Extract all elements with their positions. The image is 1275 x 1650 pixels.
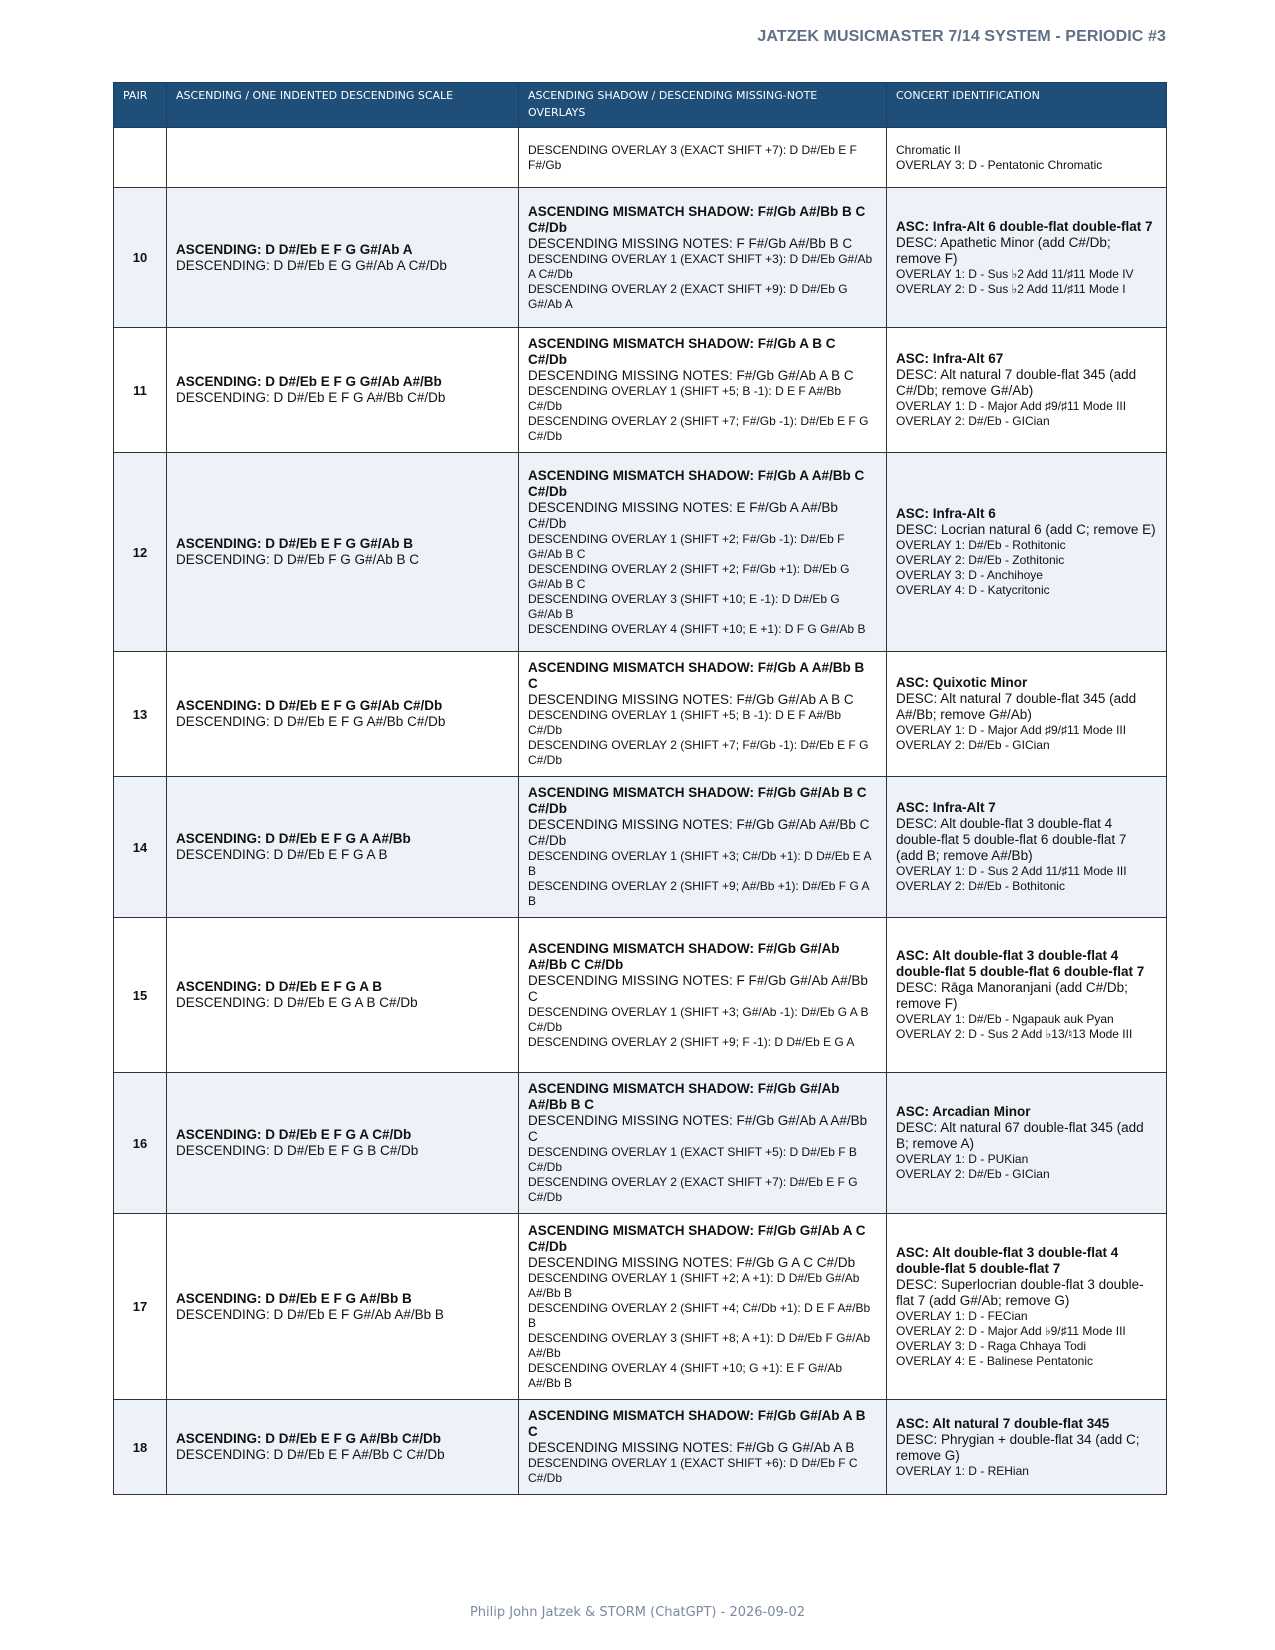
desc-identification: DESC: Alt double-flat 3 double-flat 4 double-flat 5 double-flat 6 double-flat 7 (add B; remove A#/Bb) — [896, 816, 1127, 863]
overlay-identification: OVERLAY 1: D - Sus ♭2 Add 11/♯11 Mode IV — [896, 266, 1134, 281]
descending-scale: DESCENDING: D D#/Eb E F G B C#/Db — [176, 1143, 419, 1158]
asc-identification: ASC: Alt double-flat 3 double-flat 4 double-flat 5 double-flat 6 double-flat 7 — [896, 948, 1145, 979]
desc-identification: DESC: Phrygian + double-flat 34 (add C; remove G) — [896, 1431, 1140, 1463]
descending-overlay: DESCENDING OVERLAY 1 (EXACT SHIFT +3): D D#/Eb G#/Ab A C#/Db — [528, 251, 873, 281]
descending-overlay: DESCENDING OVERLAY 2 (SHIFT +2; F#/Gb +1): D#/Eb G G#/Ab B C — [528, 561, 850, 591]
missing-notes: DESCENDING MISSING NOTES: F#/Gb G#/Ab A B C — [528, 692, 854, 707]
asc-identification: ASC: Infra-Alt 6 — [896, 506, 996, 521]
scale-cell — [167, 1400, 519, 1495]
table-row — [114, 1400, 1167, 1495]
ascending-scale: ASCENDING: D D#/Eb E F G A B — [176, 979, 383, 994]
column-header-overlays: ASCENDING SHADOW / DESCENDING MISSING-NOTE OVERLAYS — [519, 83, 887, 128]
mismatch-shadow: ASCENDING MISMATCH SHADOW: F#/Gb G#/Ab A#/Bb B C — [528, 1081, 840, 1112]
descending-overlay: DESCENDING OVERLAY 3 (EXACT SHIFT +7): D D#/Eb E F F#/Gb — [528, 142, 857, 172]
descending-overlay: DESCENDING OVERLAY 1 (SHIFT +3; C#/Db +1): D D#/Eb E A B — [528, 849, 871, 878]
pair-number: 10 — [114, 188, 167, 328]
mismatch-shadow: ASCENDING MISMATCH SHADOW: F#/Gb A A#/Bb B C — [528, 660, 865, 691]
overlay-identification: OVERLAY 2: D#/Eb - GICian — [896, 414, 1050, 428]
missing-notes: DESCENDING MISSING NOTES: F F#/Gb G#/Ab A#/Bb C — [528, 972, 868, 1004]
overlay-identification: OVERLAY 2: D - Major Add ♭9/♯11 Mode III — [896, 1323, 1126, 1338]
mismatch-shadow: ASCENDING MISMATCH SHADOW: F#/Gb G#/Ab A B C — [528, 1408, 866, 1439]
pair-number: 13 — [114, 652, 167, 777]
identification-cell — [887, 328, 1167, 453]
table-row — [114, 918, 1167, 1073]
mismatch-shadow: ASCENDING MISMATCH SHADOW: F#/Gb G#/Ab B C C#/Db — [528, 785, 867, 816]
overlay-cell — [519, 1214, 887, 1400]
missing-notes: DESCENDING MISSING NOTES: F#/Gb G#/Ab A B C — [528, 368, 854, 383]
scale-cell — [167, 918, 519, 1073]
identification-cell — [887, 777, 1167, 918]
descending-overlay: DESCENDING OVERLAY 2 (SHIFT +9; F -1): D D#/Eb E G A — [528, 1034, 855, 1049]
descending-scale: DESCENDING: D D#/Eb E G A B C#/Db — [176, 995, 418, 1010]
overlay-identification: OVERLAY 1: D - FECian — [896, 1308, 1028, 1323]
asc-identification: ASC: Infra-Alt 67 — [896, 351, 1004, 366]
desc-identification: DESC: Rāga Manoranjani (add C#/Db; remove F) — [896, 980, 1128, 1011]
overlay-identification: OVERLAY 2: D#/Eb - Bothitonic — [896, 879, 1065, 893]
overlay-cell — [519, 128, 887, 188]
overlay-identification: OVERLAY 1: D - Major Add ♯9/♯11 Mode III — [896, 723, 1127, 737]
identification-cell — [887, 652, 1167, 777]
identification-cell — [887, 918, 1167, 1073]
overlay-cell — [519, 777, 887, 918]
descending-scale: DESCENDING: D D#/Eb E F G A#/Bb C#/Db — [176, 714, 446, 729]
desc-identification: DESC: Alt natural 67 double-flat 345 (add B; remove A) — [896, 1120, 1144, 1151]
table-row — [114, 188, 1167, 328]
table-row — [114, 128, 1167, 188]
overlay-identification: OVERLAY 1: D - Major Add ♯9/♯11 Mode III — [896, 399, 1127, 413]
desc-identification: DESC: Alt natural 7 double-flat 345 (add C#/Db; remove G#/Ab) — [896, 367, 1137, 398]
ascending-scale: ASCENDING: D D#/Eb E F G A#/Bb B — [176, 1290, 412, 1306]
overlay-identification: OVERLAY 1: D#/Eb - Ngapauk auk Pyan — [896, 1012, 1114, 1026]
missing-notes: DESCENDING MISSING NOTES: E F#/Gb A A#/Bb C#/Db — [528, 499, 838, 531]
mismatch-shadow: ASCENDING MISMATCH SHADOW: F#/Gb G#/Ab A C C#/Db — [528, 1222, 866, 1254]
table-row — [114, 777, 1167, 918]
desc-identification: DESC: Alt natural 7 double-flat 345 (add A#/Bb; remove G#/Ab) — [896, 691, 1137, 722]
overlay-identification: OVERLAY 2: D - Sus 2 Add ♭13/♮13 Mode III — [896, 1027, 1133, 1041]
scale-cell — [167, 777, 519, 918]
ascending-scale: ASCENDING: D D#/Eb E F G G#/Ab A#/Bb — [176, 374, 442, 389]
overlay-identification: OVERLAY 3: D - Anchihoye — [896, 568, 1043, 582]
overlay-identification: Chromatic II — [896, 142, 961, 157]
ascending-scale: ASCENDING: D D#/Eb E F G G#/Ab A — [176, 241, 413, 257]
table-row — [114, 1214, 1167, 1400]
descending-overlay: DESCENDING OVERLAY 1 (SHIFT +2; A +1): D D#/Eb G#/Ab A#/Bb B — [528, 1270, 860, 1300]
descending-overlay: DESCENDING OVERLAY 3 (SHIFT +10; E -1): D D#/Eb G G#/Ab B — [528, 591, 840, 621]
descending-scale: DESCENDING: D D#/Eb E F G A#/Bb C#/Db — [176, 390, 446, 405]
scale-cell — [167, 188, 519, 328]
asc-identification: ASC: Alt double-flat 3 double-flat 4 double-flat 5 double-flat 7 — [896, 1244, 1119, 1276]
descending-scale: DESCENDING: D D#/Eb E F G#/Ab A#/Bb B — [176, 1306, 444, 1322]
pair-number: 11 — [114, 328, 167, 453]
identification-cell — [887, 1400, 1167, 1495]
overlay-cell — [519, 453, 887, 652]
table-row — [114, 1073, 1167, 1214]
scale-cell — [167, 1073, 519, 1214]
overlay-identification: OVERLAY 2: D#/Eb - Zothitonic — [896, 553, 1065, 567]
pair-number: 15 — [114, 918, 167, 1073]
desc-identification: DESC: Locrian natural 6 (add C; remove E) — [896, 522, 1156, 537]
descending-overlay: DESCENDING OVERLAY 1 (SHIFT +5; B -1): D E F A#/Bb C#/Db — [528, 384, 842, 413]
scale-table — [113, 82, 1167, 1495]
overlay-cell — [519, 1073, 887, 1214]
overlay-identification: OVERLAY 1: D - REHian — [896, 1463, 1029, 1478]
pair-number: 16 — [114, 1073, 167, 1214]
descending-scale: DESCENDING: D D#/Eb E G G#/Ab A C#/Db — [176, 257, 447, 273]
scale-cell — [167, 1214, 519, 1400]
overlay-identification: OVERLAY 2: D#/Eb - GICian — [896, 1167, 1050, 1181]
descending-overlay: DESCENDING OVERLAY 2 (EXACT SHIFT +7): D#/Eb E F G C#/Db — [528, 1175, 858, 1204]
table-row — [114, 328, 1167, 453]
pair-number: 18 — [114, 1400, 167, 1495]
descending-scale: DESCENDING: D D#/Eb E F A#/Bb C C#/Db — [176, 1447, 445, 1462]
overlay-identification: OVERLAY 1: D#/Eb - Rothitonic — [896, 538, 1066, 552]
overlay-identification: OVERLAY 1: D - Sus 2 Add 11/♯11 Mode III — [896, 864, 1127, 878]
ascending-scale: ASCENDING: D D#/Eb E F G A#/Bb C#/Db — [176, 1431, 442, 1446]
descending-overlay: DESCENDING OVERLAY 2 (SHIFT +7; F#/Gb -1): D#/Eb E F G C#/Db — [528, 414, 869, 443]
table-body — [114, 128, 1167, 1495]
descending-overlay: DESCENDING OVERLAY 4 (SHIFT +10; E +1): D F G G#/Ab B — [528, 621, 866, 636]
column-header-pair: PAIR — [114, 83, 167, 128]
asc-identification: ASC: Alt natural 7 double-flat 345 — [896, 1415, 1110, 1431]
ascending-scale: ASCENDING: D D#/Eb E F G G#/Ab B — [176, 536, 414, 551]
missing-notes: DESCENDING MISSING NOTES: F#/Gb G A C C#/Db — [528, 1254, 856, 1270]
pair-number: 12 — [114, 453, 167, 652]
pair-number: 17 — [114, 1214, 167, 1400]
desc-identification: DESC: Superlocrian double-flat 3 double-flat 7 (add G#/Ab; remove G) — [896, 1276, 1144, 1308]
ascending-scale: ASCENDING: D D#/Eb E F G A A#/Bb — [176, 831, 411, 846]
identification-cell — [887, 128, 1167, 188]
descending-overlay: DESCENDING OVERLAY 2 (EXACT SHIFT +9): D D#/Eb G G#/Ab A — [528, 281, 848, 311]
descending-overlay: DESCENDING OVERLAY 1 (EXACT SHIFT +6): D D#/Eb F C C#/Db — [528, 1456, 858, 1485]
identification-cell — [887, 1073, 1167, 1214]
column-header-identification: CONCERT IDENTIFICATION — [887, 83, 1167, 128]
missing-notes: DESCENDING MISSING NOTES: F#/Gb G#/Ab A#/Bb C C#/Db — [528, 817, 870, 848]
mismatch-shadow: ASCENDING MISMATCH SHADOW: F#/Gb A B C C#/Db — [528, 336, 836, 367]
page-title: JATZEK MUSICMASTER 7/14 SYSTEM - PERIODIC #3 — [757, 28, 1166, 45]
overlay-identification: OVERLAY 1: D - PUKian — [896, 1152, 1029, 1166]
scale-cell — [167, 652, 519, 777]
identification-cell — [887, 1214, 1167, 1400]
scale-cell — [167, 328, 519, 453]
descending-overlay: DESCENDING OVERLAY 1 (SHIFT +5; B -1): D E F A#/Bb C#/Db — [528, 708, 842, 737]
table-row — [114, 652, 1167, 777]
descending-overlay: DESCENDING OVERLAY 2 (SHIFT +4; C#/Db +1): D E F A#/Bb B — [528, 1300, 871, 1330]
overlay-identification: OVERLAY 4: D - Katycritonic — [896, 583, 1050, 597]
descending-scale: DESCENDING: D D#/Eb F G G#/Ab B C — [176, 552, 420, 567]
pair-number: 14 — [114, 777, 167, 918]
overlay-cell — [519, 918, 887, 1073]
missing-notes: DESCENDING MISSING NOTES: F F#/Gb A#/Bb B C — [528, 235, 853, 251]
missing-notes: DESCENDING MISSING NOTES: F#/Gb G#/Ab A A#/Bb C — [528, 1113, 868, 1144]
identification-cell — [887, 188, 1167, 328]
descending-overlay: DESCENDING OVERLAY 1 (SHIFT +3; G#/Ab -1): D#/Eb G A B C#/Db — [528, 1004, 869, 1034]
desc-identification: DESC: Apathetic Minor (add C#/Db; remove F) — [896, 234, 1111, 266]
descending-overlay: DESCENDING OVERLAY 3 (SHIFT +8; A +1): D D#/Eb F G#/Ab A#/Bb — [528, 1330, 871, 1360]
asc-identification: ASC: Infra-Alt 6 double-flat double-flat 7 — [896, 218, 1153, 234]
identification-cell — [887, 453, 1167, 652]
ascending-scale: ASCENDING: D D#/Eb E F G A C#/Db — [176, 1127, 412, 1142]
descending-overlay: DESCENDING OVERLAY 1 (EXACT SHIFT +5): D D#/Eb F B C#/Db — [528, 1145, 857, 1174]
overlay-cell — [519, 328, 887, 453]
overlay-identification: OVERLAY 3: D - Pentatonic Chromatic — [896, 157, 1103, 172]
mismatch-shadow: ASCENDING MISMATCH SHADOW: F#/Gb A#/Bb B C C#/Db — [528, 203, 866, 235]
asc-identification: ASC: Arcadian Minor — [896, 1104, 1031, 1119]
asc-identification: ASC: Quixotic Minor — [896, 675, 1028, 690]
pair-number — [114, 128, 167, 188]
descending-overlay: DESCENDING OVERLAY 2 (SHIFT +9; A#/Bb +1): D#/Eb F G A B — [528, 879, 869, 908]
overlay-cell — [519, 1400, 887, 1495]
scale-cell — [167, 128, 519, 188]
table-header-row — [114, 83, 1167, 128]
descending-overlay: DESCENDING OVERLAY 4 (SHIFT +10; G +1): E F G#/Ab A#/Bb B — [528, 1360, 843, 1390]
column-header-scale: ASCENDING / ONE INDENTED DESCENDING SCALE — [167, 83, 519, 128]
overlay-identification: OVERLAY 4: E - Balinese Pentatonic — [896, 1353, 1093, 1368]
scale-cell — [167, 453, 519, 652]
overlay-cell — [519, 188, 887, 328]
page-footer: Philip John Jatzek & STORM (ChatGPT) - 2026-09-02 — [469, 1605, 806, 1620]
mismatch-shadow: ASCENDING MISMATCH SHADOW: F#/Gb A A#/Bb C C#/Db — [528, 467, 865, 499]
overlay-identification: OVERLAY 2: D - Sus ♭2 Add 11/♯11 Mode I — [896, 281, 1126, 296]
descending-scale: DESCENDING: D D#/Eb E F G A B — [176, 847, 388, 862]
table-row — [114, 453, 1167, 652]
descending-overlay: DESCENDING OVERLAY 1 (SHIFT +2; F#/Gb -1): D#/Eb F G#/Ab B C — [528, 531, 845, 561]
mismatch-shadow: ASCENDING MISMATCH SHADOW: F#/Gb G#/Ab A#/Bb C C#/Db — [528, 940, 840, 972]
overlay-identification: OVERLAY 3: D - Raga Chhaya Todi — [896, 1338, 1087, 1353]
descending-overlay: DESCENDING OVERLAY 2 (SHIFT +7; F#/Gb -1): D#/Eb E F G C#/Db — [528, 738, 869, 767]
asc-identification: ASC: Infra-Alt 7 — [896, 800, 996, 815]
ascending-scale: ASCENDING: D D#/Eb E F G G#/Ab C#/Db — [176, 698, 443, 713]
missing-notes: DESCENDING MISSING NOTES: F#/Gb G G#/Ab A B — [528, 1440, 855, 1455]
overlay-cell — [519, 652, 887, 777]
overlay-identification: OVERLAY 2: D#/Eb - GICian — [896, 738, 1050, 752]
